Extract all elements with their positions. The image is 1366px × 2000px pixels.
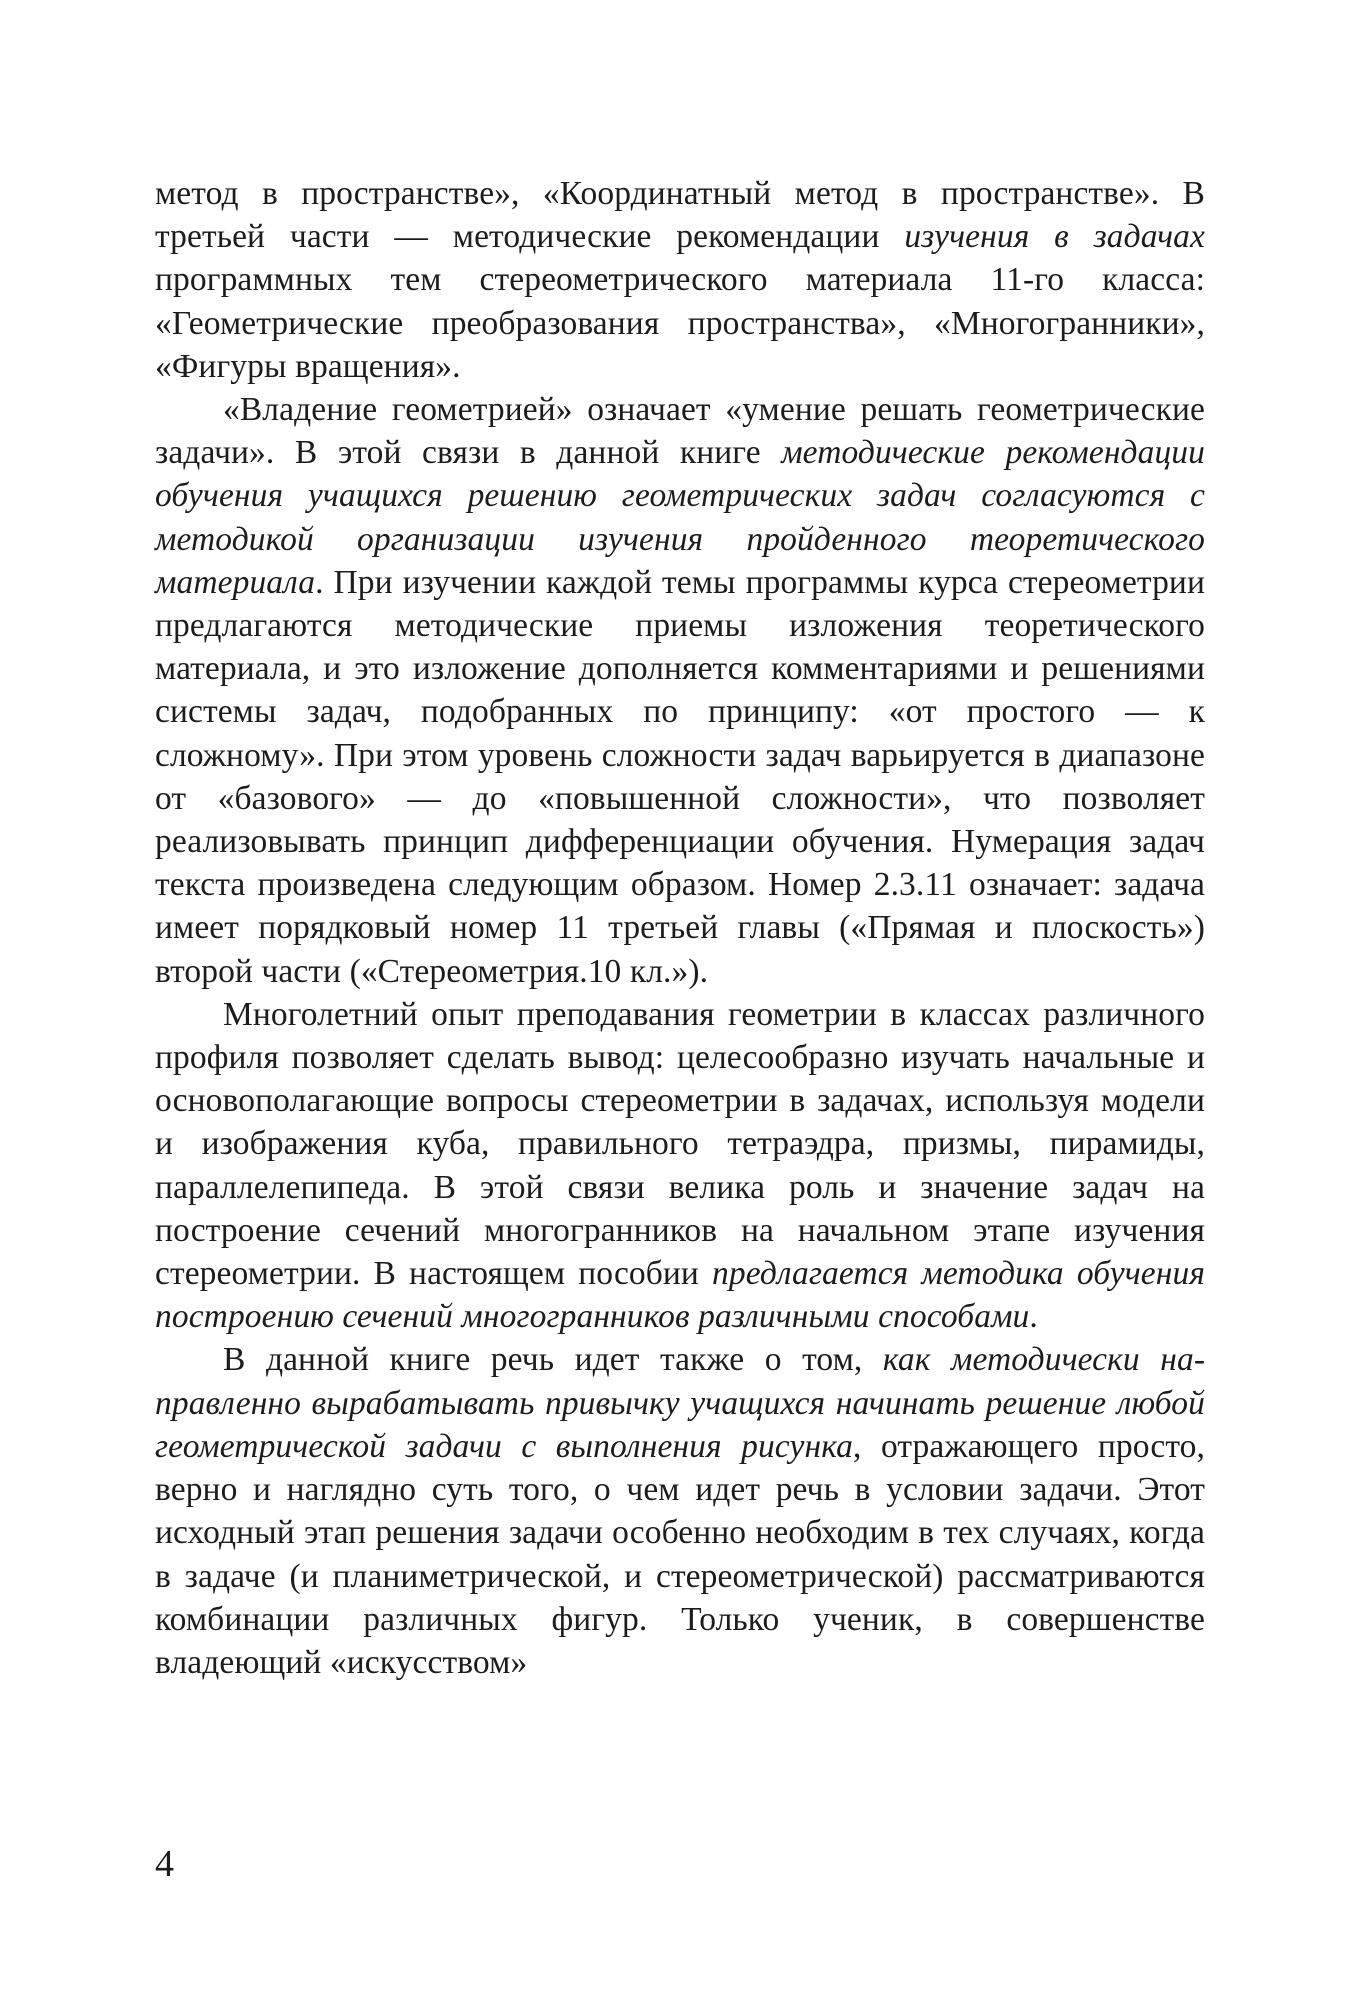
text-segment: . (1029, 1298, 1038, 1336)
text-segment: Многолетний опыт преподавания геометрии в классах различного профиля позволяет сделать вывод: целесообразно изучать начальные и основополагающие вопросы стереометрии в задачах, используя модели и изображения куба, правильного тетраэдра, призмы, пирамиды, параллелепипеда. В этой связи велика роль и значение задач на построение сечений многогранников на начальном этапе изучения стереометрии. В настоящем пособии (155, 995, 1205, 1293)
paragraph-2 (155, 388, 1205, 993)
paragraph-1 (155, 172, 1205, 388)
text-segment: программных тем стереометрического материала 11-го класса: «Геометрические преобразования пространства», «Многогранники», «Фигуры вращения». (155, 261, 1205, 385)
paragraph-3 (155, 993, 1205, 1339)
page-number: 4 (155, 1843, 174, 1885)
text-segment: . При изучении каждой темы программы курса стереометрии предлагаются методические приемы изложения теоретического материала, и это изложение дополняется комментариями и решениями системы задач, подобранных по принципу: «от простого — к сложному». При этом уровень сложности задач варьируется в диапазоне от «базового» — до «повышенной сложности», что позволяет реализовывать принцип дифференциации обучения. Нумерация задач текста произведена следующим образом. Номер 2.3.11 означает: задача имеет порядковый номер 11 третьей главы («Прямая и плоскость») второй части («Стереометрия.10 кл.»). (155, 563, 1205, 990)
text-segment: метод в пространстве», «Координатный метод в пространстве». В третьей части — методические рекомендации (155, 175, 1205, 256)
text-segment: «Владение геометрией» означает «умение решать геометрические задачи». В этой связи в данной книге (155, 391, 1205, 472)
italic-segment: как методически направленно вырабатывать привычку учащихся начинать решение любой геометрической задачи с выполнения рисунка (155, 1341, 1205, 1465)
text-segment: В данной книге речь идет также о том, (223, 1341, 883, 1379)
text-segment: , отражающего просто, верно и наглядно суть того, о чем идет речь в условии задачи. Этот исходный этап решения задачи особенно необходим в тех случаях, когда в задаче (и планиметрической, и стереометрической) рассматриваются комбинации различных фигур. Только ученик, в совершенстве владеющий «искусством» (155, 1427, 1205, 1681)
paragraph-4 (155, 1338, 1205, 1684)
italic-segment: изучения в задачах (904, 218, 1205, 256)
italic-segment: предлагается методика обучения построению сечений многогранников различными способами (155, 1255, 1205, 1336)
body-text (155, 172, 1205, 1684)
italic-segment: методические рекомендации обучения учащихся решению геометрических задач согласуются с методикой организации изучения пройденного теоретического материала (155, 434, 1205, 601)
